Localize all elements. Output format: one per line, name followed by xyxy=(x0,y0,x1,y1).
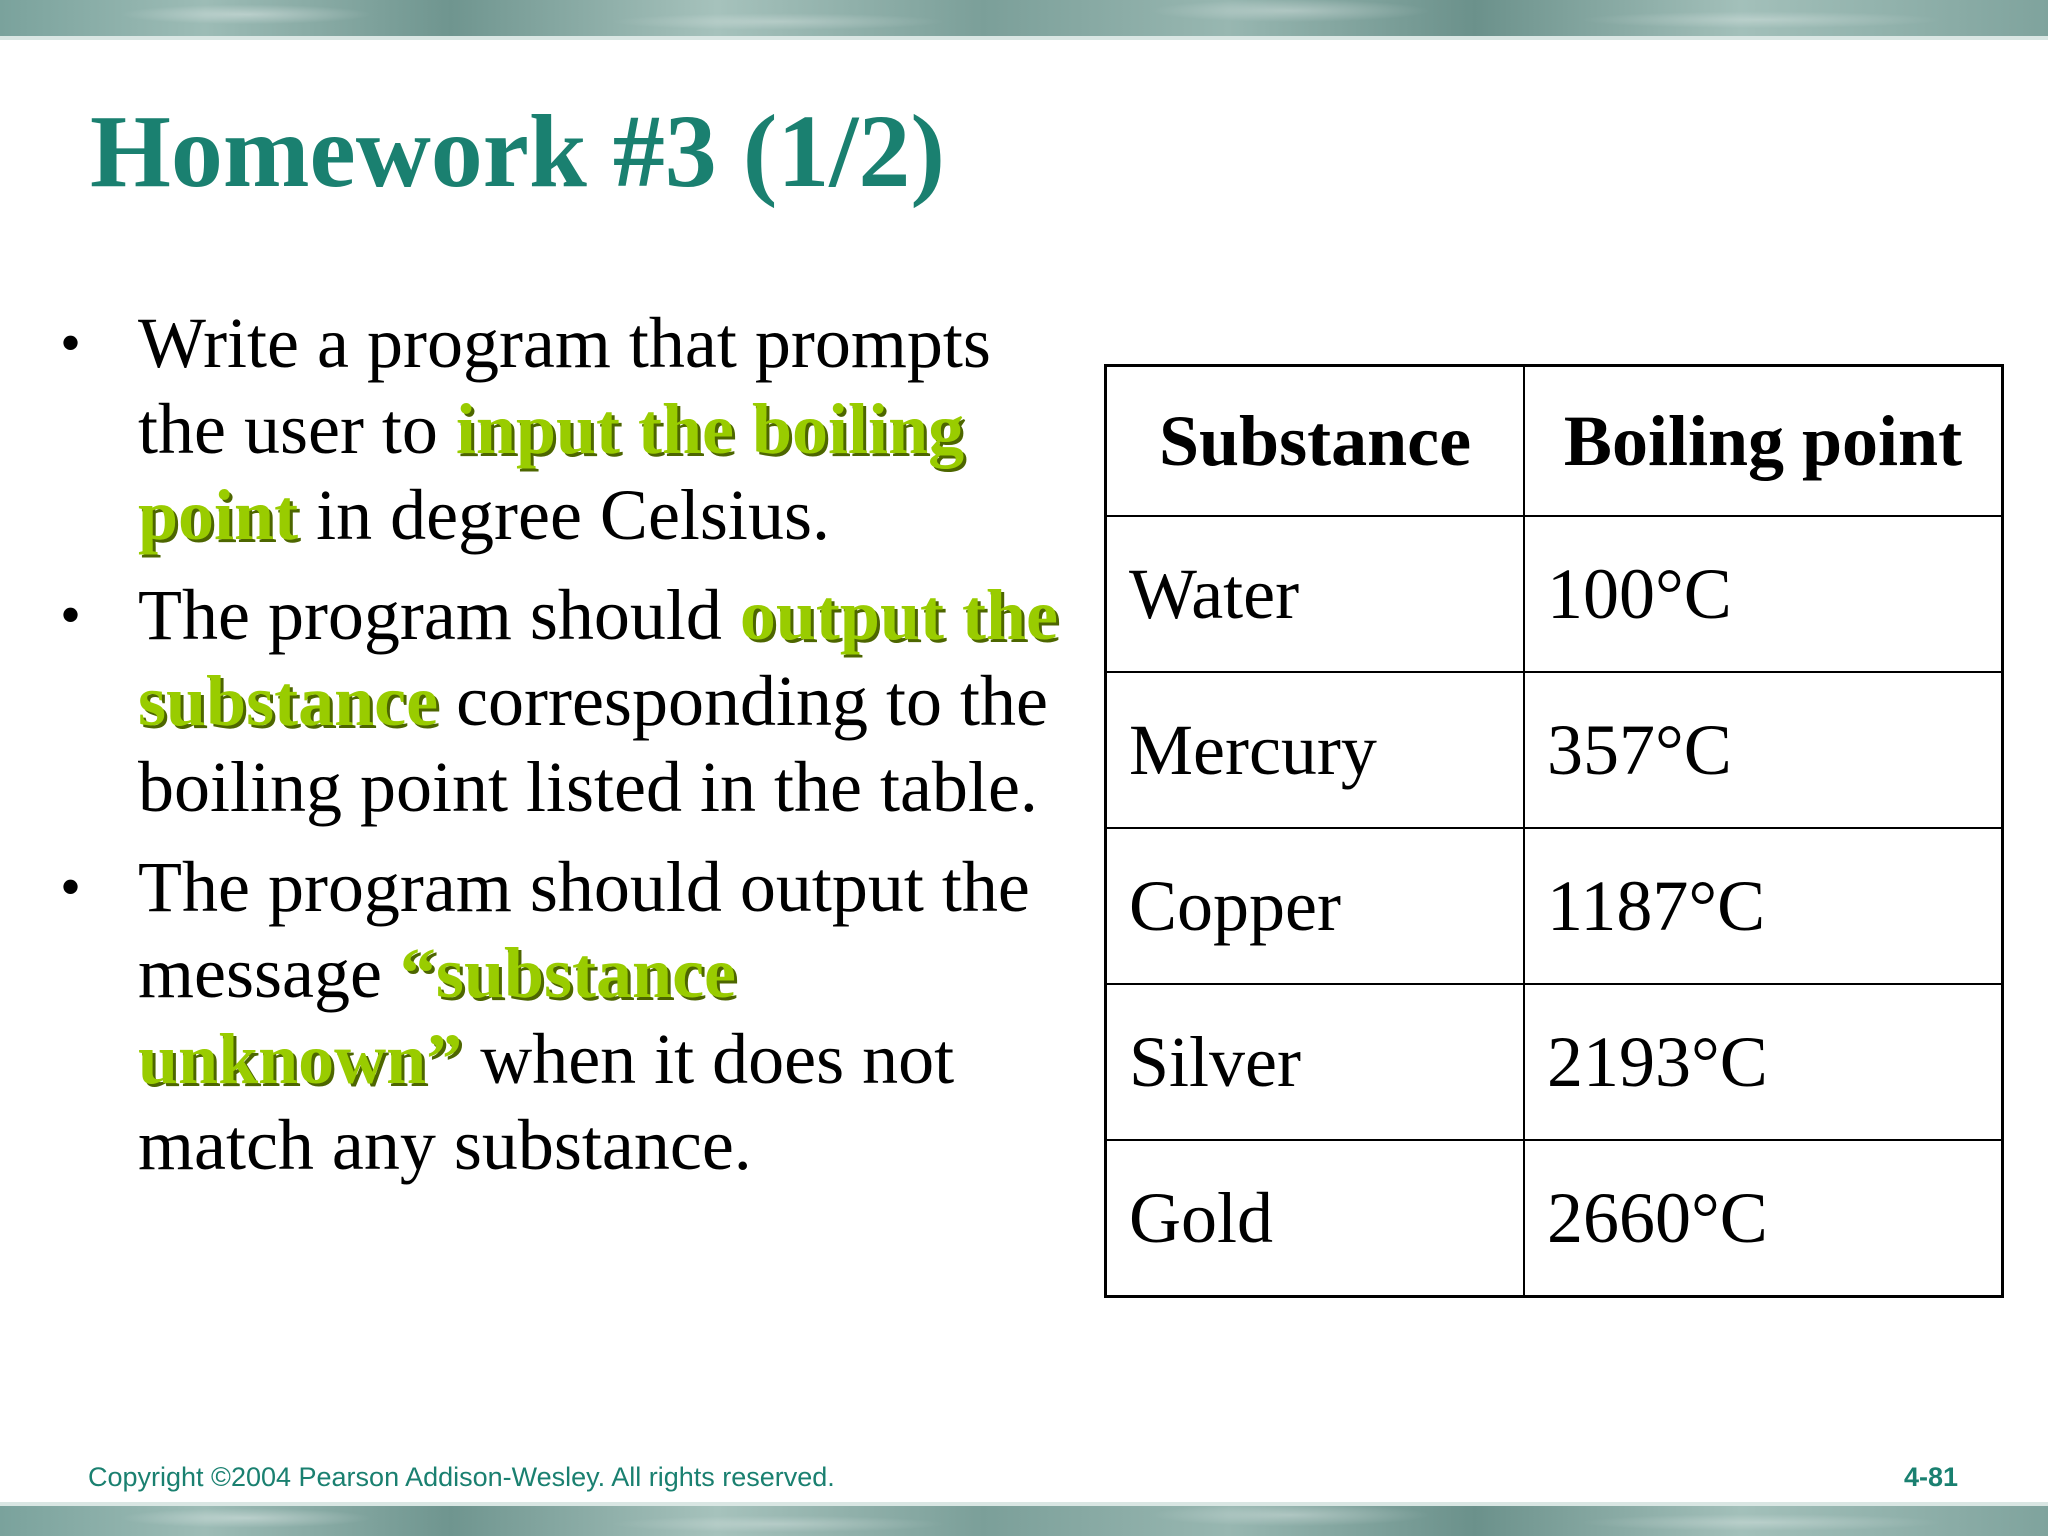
table-row xyxy=(1106,1140,2003,1297)
substance-cell: Gold xyxy=(1106,1140,1525,1297)
substance-cell: Silver xyxy=(1106,984,1525,1140)
copyright-footer: Copyright ©2004 Pearson Addison-Wesley. All rights reserved. xyxy=(88,1462,835,1492)
substance-cell: Water xyxy=(1106,516,1525,672)
table-row xyxy=(1106,984,2003,1140)
boiling-point-cell: 2193°C xyxy=(1524,984,2003,1140)
substance-cell: Copper xyxy=(1106,828,1525,984)
bullet-highlight: input the boiling point xyxy=(138,389,965,555)
boiling-point-cell: 1187°C xyxy=(1524,828,2003,984)
slide-title: Homework #3 (1/2) xyxy=(90,94,945,209)
boiling-point-table xyxy=(1104,364,2004,1298)
boiling-point-cell: 357°C xyxy=(1524,672,2003,828)
bullet-dot-icon: • xyxy=(60,582,82,648)
table-row xyxy=(1106,516,2003,672)
boiling-point-cell: 2660°C xyxy=(1524,1140,2003,1297)
boiling-point-cell: 100°C xyxy=(1524,516,2003,672)
bullet-dot-icon: • xyxy=(60,310,82,376)
slide-number: 4-81 xyxy=(1903,1462,1958,1492)
bullet-text-post: when it does not match any substance. xyxy=(138,1019,955,1185)
bottom-decorative-band xyxy=(0,1502,2048,1536)
substance-cell: Mercury xyxy=(1106,672,1525,828)
bullet-item-2 xyxy=(60,572,1060,830)
bullet-text-pre: The program should xyxy=(138,575,740,655)
top-decorative-band xyxy=(0,0,2048,40)
bullet-list xyxy=(60,300,1060,1202)
boiling-point-table-container xyxy=(1104,364,2004,1298)
bullet-item-1 xyxy=(60,300,1060,558)
bullet-dot-icon: • xyxy=(60,854,82,920)
table-row xyxy=(1106,828,2003,984)
bullet-highlight: “substance unknown” xyxy=(138,933,736,1099)
bullet-text-pre: The program should output the message xyxy=(138,847,1030,1013)
bullet-text-pre: Write a program that prompts the user to xyxy=(138,303,991,469)
table-header-row xyxy=(1106,366,2003,517)
column-header-boiling-point: Boiling point xyxy=(1524,366,2003,517)
bullet-text-post: corresponding to the boiling point listed in the table. xyxy=(138,661,1048,827)
table-row xyxy=(1106,672,2003,828)
bullet-highlight: output the substance xyxy=(138,575,1058,741)
bullet-item-3 xyxy=(60,844,1060,1188)
column-header-substance: Substance xyxy=(1106,366,1525,517)
bullet-text-post: in degree Celsius. xyxy=(298,475,830,555)
